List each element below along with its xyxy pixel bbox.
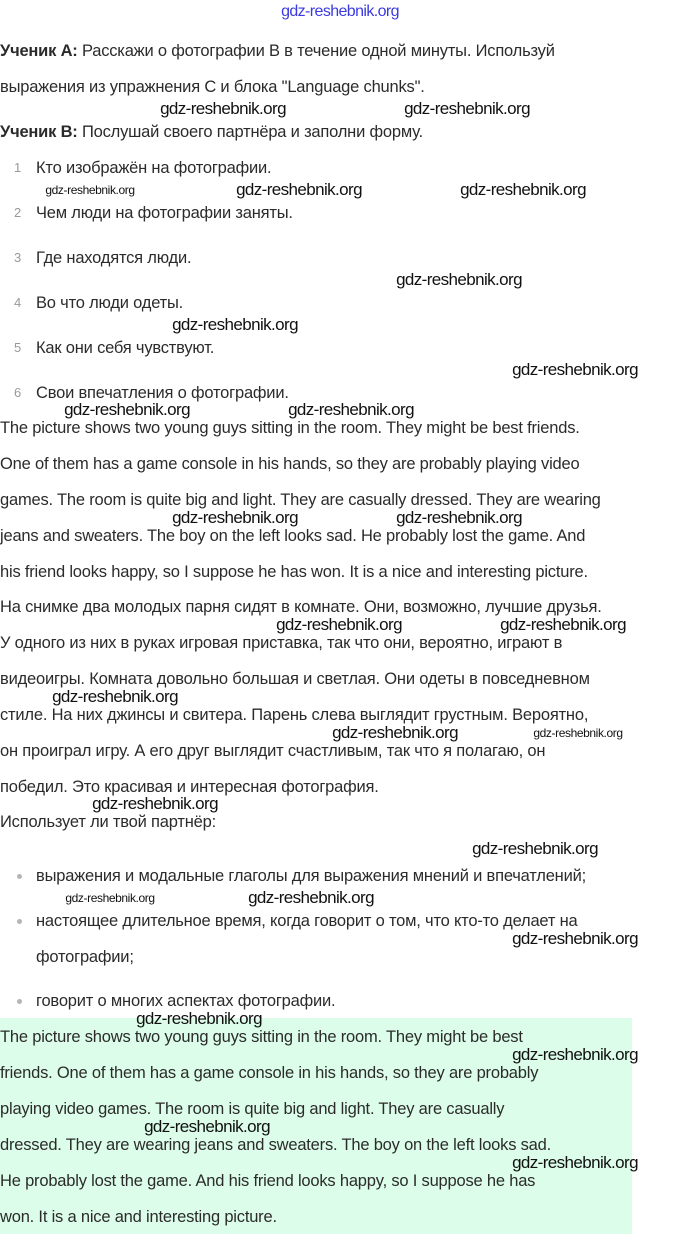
answer-en-line: jeans and sweaters. The boy on the left looks sad. He probably lost the game. And bbox=[0, 527, 586, 545]
watermark: gdz-reshebnik.org bbox=[332, 723, 458, 742]
bullet-icon bbox=[17, 874, 22, 879]
answer-en-line: The picture shows two young guys sitting in the room. They might be best friends. bbox=[0, 419, 580, 437]
watermark: gdz-reshebnik.org bbox=[396, 270, 522, 289]
watermark: gdz-reshebnik.org bbox=[236, 180, 362, 199]
student-a-label: Ученик А: bbox=[0, 42, 78, 60]
checklist-item: выражения и модальные глаголы для выражения мнений и впечатлений; bbox=[36, 867, 587, 885]
bullet-icon bbox=[17, 919, 22, 924]
student-a-instruction-cont: выражения из упражнения C и блока "Language chunks". bbox=[0, 78, 425, 96]
answer-en-line: his friend looks happy, so I suppose he has won. It is a nice and interesting picture. bbox=[0, 563, 588, 581]
watermark: gdz-reshebnik.org bbox=[512, 360, 638, 379]
student-a-text: Расскажи о фотографии B в течение одной минуты. Используй bbox=[77, 42, 555, 60]
checklist-item: настоящее длительное время, когда говорит о том, что кто-то делает на bbox=[36, 912, 578, 930]
answer-ru-line: он проиграл игру. А его друг выглядит счастливым, так что я полагаю, он bbox=[0, 742, 546, 760]
question-number: 2 bbox=[14, 205, 22, 220]
answer-ru-line: У одного из них в руках игровая приставка, так что они, вероятно, играют в bbox=[0, 634, 563, 652]
question-number: 4 bbox=[14, 295, 22, 310]
watermark: gdz-reshebnik.org bbox=[396, 508, 522, 527]
watermark: gdz-reshebnik.org bbox=[288, 400, 414, 419]
highlight-line: The picture shows two young guys sitting in the room. They might be best bbox=[0, 1028, 523, 1046]
highlight-line: won. It is a nice and interesting picture. bbox=[0, 1208, 277, 1226]
highlight-line: He probably lost the game. And his friend looks happy, so I suppose he has bbox=[0, 1172, 536, 1190]
checklist-item-cont: фотографии; bbox=[36, 948, 134, 966]
watermark: gdz-reshebnik.org bbox=[276, 615, 402, 634]
watermark: gdz-reshebnik.org bbox=[160, 99, 286, 118]
answer-ru-line: На снимке два молодых парня сидят в комнате. Они, возможно, лучшие друзья. bbox=[0, 598, 602, 616]
answer-en-line: games. The room is quite big and light. They are casually dressed. They are wearing bbox=[0, 491, 601, 509]
watermark: gdz-reshebnik.org bbox=[281, 3, 399, 20]
checklist-heading: Использует ли твой партнёр: bbox=[0, 813, 216, 831]
question-number: 6 bbox=[14, 385, 22, 400]
watermark: gdz-reshebnik.org bbox=[500, 615, 626, 634]
watermark: gdz-reshebnik.org bbox=[172, 315, 298, 334]
question-number: 1 bbox=[14, 160, 22, 175]
student-b-label: Ученик В: bbox=[0, 123, 78, 141]
watermark: gdz-reshebnik.org bbox=[92, 794, 218, 813]
question-item: Где находятся люди. bbox=[36, 249, 192, 267]
student-b-instruction bbox=[0, 123, 423, 141]
question-number: 3 bbox=[14, 250, 22, 265]
watermark: gdz-reshebnik.org bbox=[65, 891, 155, 905]
question-item: Как они себя чувствуют. bbox=[36, 339, 215, 357]
bullet-icon bbox=[17, 999, 22, 1004]
student-b-text: Послушай своего партнёра и заполни форму. bbox=[77, 123, 423, 141]
watermark: gdz-reshebnik.org bbox=[248, 888, 374, 907]
watermark: gdz-reshebnik.org bbox=[404, 99, 530, 118]
student-a-instruction bbox=[0, 42, 555, 60]
question-item: Чем люди на фотографии заняты. bbox=[36, 204, 293, 222]
watermark: gdz-reshebnik.org bbox=[512, 1153, 638, 1172]
highlight-line: playing video games. The room is quite big and light. They are casually bbox=[0, 1100, 505, 1118]
watermark: gdz-reshebnik.org bbox=[512, 929, 638, 948]
question-item: Во что люди одеты. bbox=[36, 294, 184, 312]
watermark: gdz-reshebnik.org bbox=[52, 687, 178, 706]
watermark: gdz-reshebnik.org bbox=[45, 183, 135, 197]
highlight-line: dressed. They are wearing jeans and sweaters. The boy on the left looks sad. bbox=[0, 1136, 552, 1154]
watermark: gdz-reshebnik.org bbox=[512, 1045, 638, 1064]
answer-ru-line: стиле. На них джинсы и свитера. Парень слева выглядит грустным. Вероятно, bbox=[0, 706, 589, 724]
watermark: gdz-reshebnik.org bbox=[472, 839, 598, 858]
watermark: gdz-reshebnik.org bbox=[64, 400, 190, 419]
highlight-line: friends. One of them has a game console in his hands, so they are probably bbox=[0, 1064, 539, 1082]
question-number: 5 bbox=[14, 340, 22, 355]
question-item: Кто изображён на фотографии. bbox=[36, 159, 272, 177]
watermark: gdz-reshebnik.org bbox=[533, 726, 623, 740]
watermark: gdz-reshebnik.org bbox=[460, 180, 586, 199]
answer-ru-line: видеоигры. Комната довольно большая и светлая. Они одеты в повседневном bbox=[0, 670, 590, 688]
watermark: gdz-reshebnik.org bbox=[144, 1117, 270, 1136]
watermark: gdz-reshebnik.org bbox=[172, 508, 298, 527]
checklist-item: говорит о многих аспектах фотографии. bbox=[36, 992, 336, 1010]
answer-ru-line: победил. Это красивая и интересная фотография. bbox=[0, 778, 379, 796]
question-item: Свои впечатления о фотографии. bbox=[36, 384, 289, 402]
answer-en-line: One of them has a game console in his hands, so they are probably playing video bbox=[0, 455, 580, 473]
watermark: gdz-reshebnik.org bbox=[136, 1009, 262, 1028]
